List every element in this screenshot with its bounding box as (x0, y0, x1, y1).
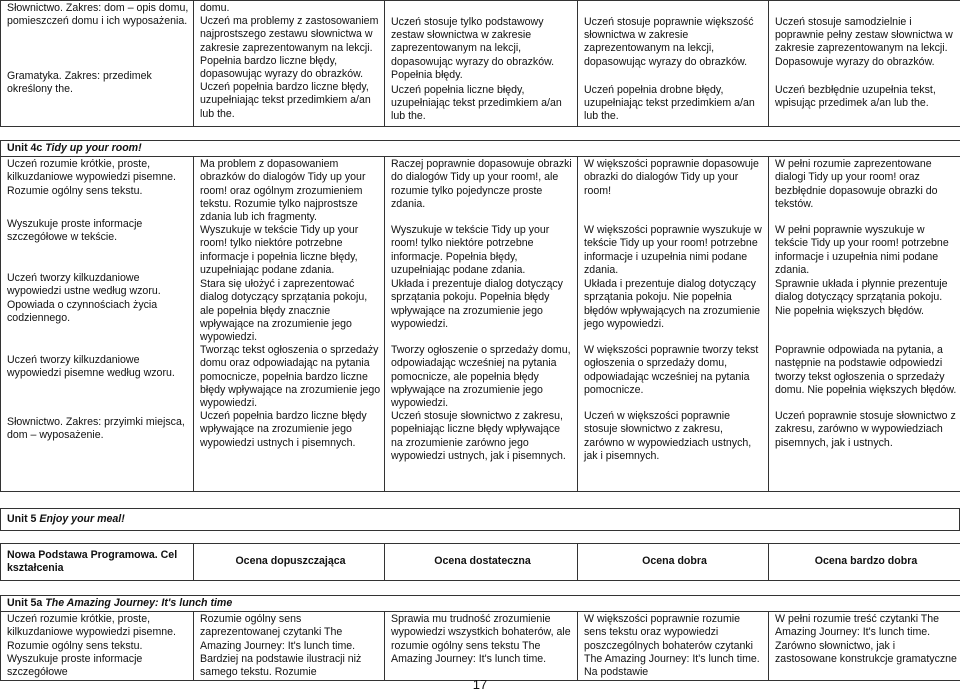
unit4c-dopuszczajaca-cell (194, 157, 385, 492)
unit5a-dobra-cell: W większości poprawnie rozumie sens tekstu oraz wypowiedzi poszczególnych bohaterów czytanki The Amazing Journey: It's lunch time. Na podstawie (578, 612, 769, 681)
top-c1-text-1: Uczeń ma problemy z zastosowaniem najprostszego zestawu słownictwa w zakresie zaprezentowanym na lekcji. Popełnia bardzo liczne błędy, dopasowując wyrazy do obrazków. (200, 15, 379, 81)
unit4c-c2-4: Uczeń stosuje słownictwo z zakresu, popełniając liczne błędy wpływające na zrozumienie zarówno jego wypowiedzi ustnych, jak i pisemnych. (391, 410, 566, 462)
top-dopuszczajaca-cell (194, 1, 385, 127)
unit4c-c4-1: W pełni poprawnie wyszukuje w tekście Tidy up your room! potrzebne informacje i uzupełnia nimi podane zdania. (775, 224, 949, 276)
unit5-title: Enjoy your meal! (39, 512, 125, 525)
unit4c-c1-4: Uczeń popełnia bardzo liczne błędy wpływające na zrozumienie jego wypowiedzi ustnych i pisemnych. (200, 410, 367, 449)
top-table (0, 0, 960, 127)
top-goal-cell (1, 1, 194, 127)
unit4c-c2-3: Tworzy ogłoszenie o sprzedaży domu, odpowiadając wcześniej na pytania pomocnicze, ale popełnia błędy wpływające na zrozumienie jego wypowiedzi. (391, 344, 571, 410)
unit5a-dostateczna-cell: Sprawia mu trudność zrozumienie wypowiedzi wszystkich bohaterów, ale rozumie ogólny sens tekstu The Amazing Journey: It's lunch time. (385, 612, 578, 681)
unit4c-c3-0: W większości poprawnie dopasowuje obrazki do dialogów Tidy up your room! (584, 158, 759, 197)
unit4c-goal-1: Wyszukuje proste informacje szczegółowe w tekście. (7, 218, 143, 244)
unit4c-bardzo-dobra-cell (769, 157, 960, 492)
top-c4-text-1: Uczeń bezbłędnie uzupełnia tekst, wpisując przedimek a/an lub the. (775, 84, 936, 110)
top-dostateczna-cell (385, 1, 578, 127)
unit5-heading (1, 509, 960, 531)
unit5a-goal-cell: Uczeń rozumie krótkie, proste, kilkuzdaniowe wypowiedzi pisemne. Rozumie ogólny sens tekstu. Wyszukuje proste informacje szczegółowe (1, 612, 194, 681)
top-c3-text-1: Uczeń popełnia drobne błędy, uzupełniając tekst przedimkiem a/an lub the. (584, 84, 755, 123)
unit4c-c1-1: Wyszukuje w tekście Tidy up your room! tylko niektóre potrzebne informacje i popełnia liczne błędy, uzupełniając podane zdania. (200, 224, 359, 276)
grade-header-table (0, 543, 960, 581)
unit4c-c1-3: Tworząc tekst ogłoszenia o sprzedaży domu oraz odpowiadając na pytania pomocnicze, popełnia bardzo liczne błędy wpływające na zrozumienie jego wypowiedzi. (200, 344, 381, 410)
unit4c-c3-4: Uczeń w większości poprawnie stosuje słownictwo z zakresu, zarówno w wypowiedziach ustnych, jak i pisemnych. (584, 410, 752, 462)
top-c1-text-0: domu. (200, 2, 230, 14)
unit4c-goal-3: Uczeń tworzy kilkuzdaniowe wypowiedzi pisemne według wzoru. (7, 354, 175, 380)
unit4c-c4-4: Uczeń poprawnie stosuje słownictwo z zakresu, zarówno w wypowiedziach pisemnych, jak i ustnych. (775, 410, 956, 449)
unit4c-c4-2: Sprawnie układa i płynnie prezentuje dialog dotyczący sprzątania pokoju. Nie popełnia większych błędów. (775, 278, 948, 317)
top-c3-text-0: Uczeń stosuje poprawnie większość słownictwa w zakresie zaprezentowanym na lekcji, dopasowując wyrazy do obrazków. (584, 16, 754, 68)
unit4c-c4-0: W pełni rozumie zaprezentowane dialogi Tidy up your room! oraz bezbłędnie dopasowuje obrazki do tekstów. (775, 158, 938, 210)
unit4c-c4-3: Poprawnie odpowiada na pytania, a następnie na podstawie odpowiedzi tworzy tekst ogłoszenia o sprzedaży domu. Nie popełnia większych błędów. (775, 344, 957, 396)
unit4c-goal-4: Słownictwo. Zakres: przyimki miejsca, dom – wyposażenie. (7, 416, 185, 442)
unit5a-table (0, 595, 960, 681)
top-bardzo-dobra-cell (769, 1, 960, 127)
unit4c-c2-0: Raczej poprawnie dopasowuje obrazki do dialogów Tidy up your room!, ale rozumie tylko pojedyncze proste zdania. (391, 158, 572, 210)
unit4c-prefix: Unit 4c (7, 142, 43, 154)
top-c1-text-2: Uczeń popełnia bardzo liczne błędy, uzupełniając tekst przedimkiem a/an lub the. (200, 81, 371, 120)
top-c2-text-0: Uczeń stosuje tylko podstawowy zestaw słownictwa w zakresie zaprezentowanym na lekcji, dopasowując wyrazy do obrazków. Popełnia błędy. (391, 16, 555, 81)
unit5-table (0, 508, 960, 531)
header-bardzo-dobra: Ocena bardzo dobra (769, 544, 960, 581)
unit4c-c2-1: Wyszukuje w tekście Tidy up your room! tylko niektóre potrzebne informacje. Popełnia błędy, uzupełniając podane zdania. (391, 224, 550, 276)
top-goal-grammar: Gramatyka. Zakres: przedimek określony the. (7, 70, 152, 96)
unit4c-title: Tidy up your room! (45, 142, 142, 154)
header-dostateczna: Ocena dostateczna (385, 544, 578, 581)
top-dobra-cell (578, 1, 769, 127)
unit4c-goal-cell (1, 157, 194, 492)
unit4c-c1-0: Ma problem z dopasowaniem obrazków do dialogów Tidy up your room! oraz ogólnym zrozumieniem tekstu. Rozumie tylko najprostsze zdania lub ich fragmenty. (200, 158, 366, 224)
unit5a-bardzo-dobra-cell: W pełni rozumie treść czytanki The Amazing Journey: It's lunch time. Zarówno słownictwo, jak i zastosowane konstrukcje gramatyczne (769, 612, 960, 681)
top-c4-text-0: Uczeń stosuje samodzielnie i poprawnie pełny zestaw słownictwa w zakresie zaprezentowanym na lekcji. Dopasowuje wyrazy do obrazków. (775, 16, 953, 68)
unit5a-heading (1, 596, 960, 612)
unit4c-dostateczna-cell (385, 157, 578, 492)
unit4c-heading (1, 141, 960, 157)
unit4c-goal-0: Uczeń rozumie krótkie, proste, kilkuzdaniowe wypowiedzi pisemne. Rozumie ogólny sens tekstu. (7, 158, 176, 197)
unit5a-title: The Amazing Journey: It's lunch time (45, 597, 233, 609)
top-c2-text-1: Uczeń popełnia liczne błędy, uzupełniając tekst przedimkiem a/an lub the. (391, 84, 562, 123)
header-dobra: Ocena dobra (578, 544, 769, 581)
unit5-prefix: Unit 5 (7, 512, 37, 525)
header-goal: Nowa Podstawa Programowa. Cel kształcenia (1, 544, 194, 581)
unit4c-table (0, 140, 960, 492)
top-goal-vocab: Słownictwo. Zakres: dom – opis domu, pomieszczeń domu i ich wyposażenia. (7, 2, 189, 28)
page-number: 17 (472, 677, 488, 692)
unit4c-c3-2: Układa i prezentuje dialog dotyczący sprzątania pokoju. Nie popełnia błędów wpływających na zrozumienie jego wypowiedzi. (584, 278, 761, 330)
unit5a-prefix: Unit 5a (7, 597, 43, 609)
unit4c-c1-2: Stara się ułożyć i zaprezentować dialog dotyczący sprzątania pokoju, ale popełnia błędy znacznie wpływające na zrozumienie jego wypowiedzi. (200, 278, 368, 344)
unit4c-c2-2: Układa i prezentuje dialog dotyczący sprzątania pokoju. Popełnia błędy wpływające na zrozumienie jego wypowiedzi. (391, 278, 563, 330)
unit4c-dobra-cell (578, 157, 769, 492)
unit5a-dopuszczajaca-cell: Rozumie ogólny sens zaprezentowanej czytanki The Amazing Journey: It's lunch time. Bardziej na podstawie ilustracji niż samego tekstu. Rozumie (194, 612, 385, 681)
header-dopuszczajaca: Ocena dopuszczająca (194, 544, 385, 581)
unit4c-goal-2: Uczeń tworzy kilkuzdaniowe wypowiedzi ustne według wzoru. Opowiada o czynnościach życia codziennego. (7, 272, 161, 324)
unit4c-c3-3: W większości poprawnie tworzy tekst ogłoszenia o sprzedaży domu, odpowiadając wcześniej na pytania pomocnicze. (584, 344, 759, 396)
unit4c-c3-1: W większości poprawnie wyszukuje w tekście Tidy up your room! potrzebne informacje i uzupełnia nimi podane zdania. (584, 224, 762, 276)
